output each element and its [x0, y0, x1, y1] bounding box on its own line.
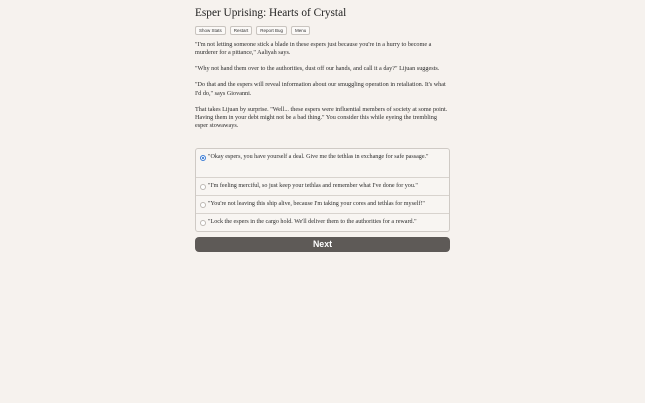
choice-option-lock-cargo[interactable] [196, 213, 449, 231]
toolbar [195, 26, 310, 35]
choice-option-merciful[interactable] [196, 177, 449, 195]
game-title: Esper Uprising: Hearts of Crystal [195, 7, 347, 19]
choice-label: "Lock the espers in the cargo hold. We'll deliver them to the authorities for a reward." [208, 219, 417, 225]
radio-selected-icon[interactable] [200, 155, 206, 161]
story-paragraph: "Why not hand them over to the authorities, dust off our hands, and call it a day?" Lijuan suggests. [195, 65, 440, 73]
report-bug-button[interactable]: Report Bug [256, 26, 287, 35]
story-paragraph: "Do that and the espers will reveal information about our smuggling operation in retaliation. It's what I'd do," says Giovanni. [195, 81, 446, 97]
next-button[interactable]: Next [195, 237, 450, 252]
story-text [195, 41, 450, 138]
radio-icon[interactable] [200, 202, 206, 208]
radio-icon[interactable] [200, 220, 206, 226]
menu-button[interactable]: Menu [291, 26, 310, 35]
story-paragraph: "I'm not letting someone stick a blade in these espers just because you're in a hurry to become a murderer for a pittance," Aaliyah says. [195, 41, 432, 57]
story-paragraph: That takes Lijuan by surprise. "Well... these espers were influential members of society at some point. Having them in your debt might not be a bad thing." You consider this while eyeing the trembling esper stowaways. [195, 105, 448, 130]
show-stats-button[interactable]: Show Stats [195, 26, 226, 35]
restart-button[interactable]: Restart [230, 26, 253, 35]
choice-option-take-cores[interactable] [196, 195, 449, 213]
choice-label: "Okay espers, you have yourself a deal. Give me the tethlas in exchange for safe passage." [208, 154, 429, 160]
radio-icon[interactable] [200, 184, 206, 190]
choice-label: "You're not leaving this ship alive, because I'm taking your cores and tethlas for myself!" [208, 201, 425, 207]
choice-list [195, 148, 450, 232]
choice-option-deal[interactable] [196, 149, 449, 177]
choice-label: "I'm feeling merciful, so just keep your tethlas and remember what I've done for you." [208, 183, 418, 189]
